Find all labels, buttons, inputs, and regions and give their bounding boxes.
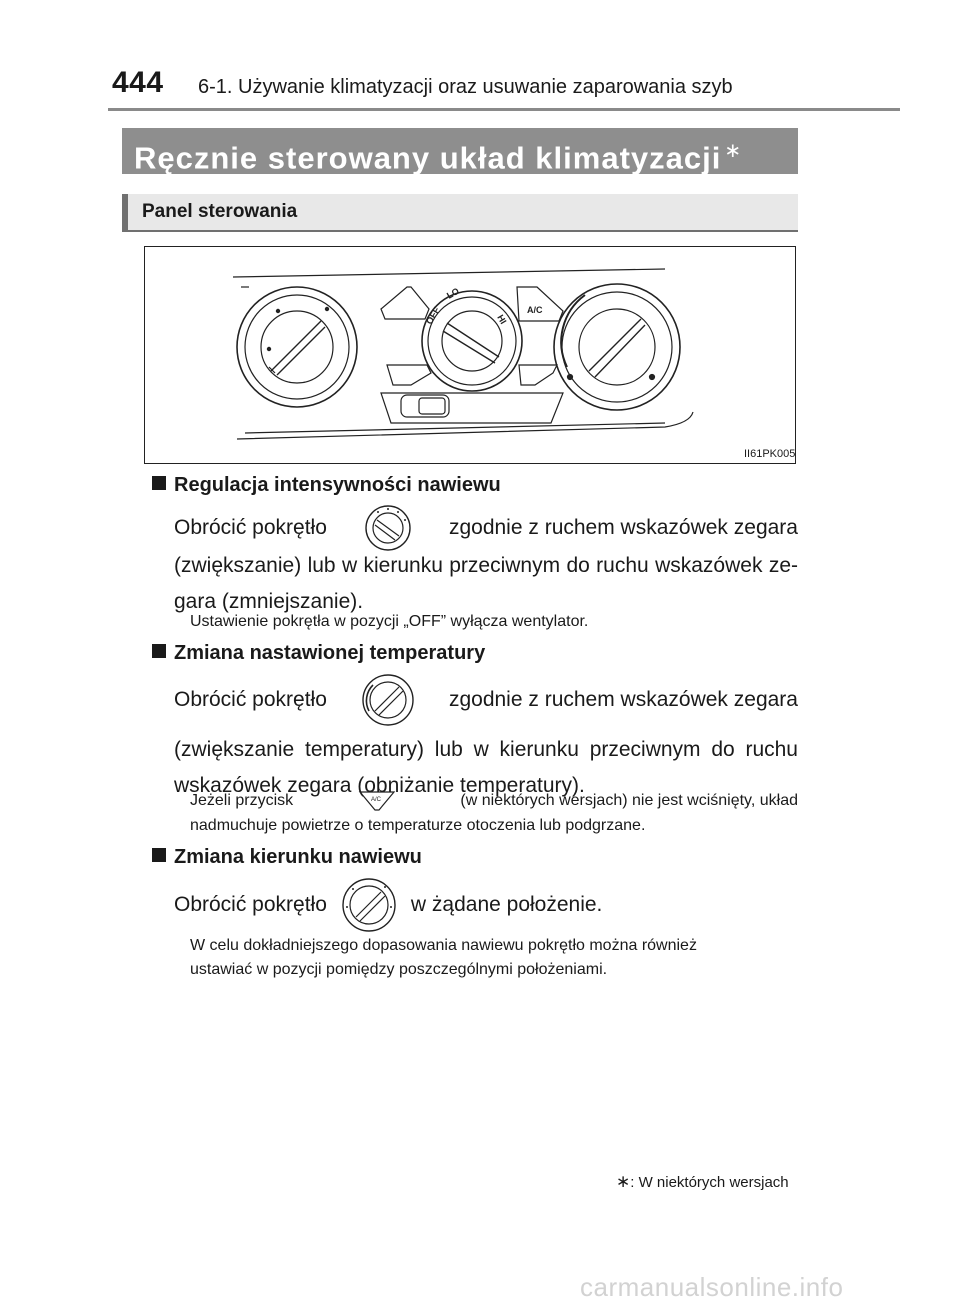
- mode-heading: [152, 846, 422, 869]
- mode-line1-after: w żądane położenie.: [410, 893, 603, 916]
- fan-note: Ustawienie pokrętła w pozycji „OFF” wyłącza wentylator.: [190, 613, 589, 630]
- temp-note-line2: nadmuchuje powietrze o temperaturze otoczenia lub podgrzane.: [190, 817, 646, 834]
- ac-icon-label: A/C: [370, 797, 381, 803]
- control-panel-drawing: [145, 247, 795, 463]
- chapter-title: 6-1. Używanie klimatyzacji oraz usuwanie zaparowania szyb: [198, 76, 733, 98]
- watermark: carmanualsonline.info: [580, 1272, 844, 1302]
- fan-line2: (zwiększanie) lub w kierunku przeciwnym do ruchu wskazówek ze-: [174, 554, 798, 577]
- mode-instructions: [174, 876, 602, 934]
- figure-code: II61PK005: [744, 448, 796, 460]
- fan-line3: gara (zmniejszanie).: [174, 590, 364, 613]
- page-number: 444: [112, 66, 164, 99]
- temp-line2: (zwiększanie temperatury) lub w kierunku przeciwnym do ruchu: [174, 738, 798, 761]
- bullet-square: [152, 644, 166, 658]
- section-asterisk: ∗: [724, 140, 743, 162]
- fan-line1-before: Obrócić pokrętło: [174, 516, 327, 539]
- control-panel-illustration: [144, 246, 796, 464]
- temp-line3: wskazówek zegara (obniżanie temperatury).: [174, 774, 585, 797]
- ac-button-label: A/C: [527, 305, 543, 315]
- temp-note-after: (w niektórych wersjach) nie jest wciśnięty, układ: [460, 792, 798, 809]
- mode-line1-before: Obrócić pokrętło: [174, 893, 327, 916]
- footnote-asterisk: ∗: [616, 1172, 631, 1191]
- fan-speed-knob-icon: [364, 504, 412, 552]
- subsection-title: Panel sterowania: [122, 194, 798, 232]
- fan-off-label: OFF: [424, 305, 442, 326]
- mode-note: [190, 934, 798, 982]
- ac-button-icon: [357, 789, 397, 813]
- temp-heading-text: Zmiana nastawionej temperatury: [174, 642, 486, 664]
- temperature-knob-icon: [361, 673, 415, 727]
- mode-heading-text: Zmiana kierunku nawiewu: [174, 846, 422, 868]
- temp-line1-before: Obrócić pokrętło: [174, 688, 327, 711]
- bullet-square: [152, 848, 166, 862]
- temp-instructions: [174, 674, 798, 804]
- temp-note-before: Jeżeli przycisk: [190, 792, 294, 809]
- air-mode-knob-icon: [341, 877, 397, 933]
- bullet-square: [152, 476, 166, 490]
- fan-instructions: [174, 508, 798, 620]
- fan-heading: [152, 474, 501, 497]
- header-divider: [108, 108, 900, 111]
- temp-line1-after: zgodnie z ruchem wskazówek zegara: [448, 688, 798, 711]
- section-title-bar: [122, 128, 798, 174]
- section-title: Ręcznie sterowany układ klimatyzacji: [134, 140, 722, 176]
- footnote: [616, 1172, 789, 1192]
- mode-note-line2: ustawiać w pozycji pomiędzy poszczególnymi położeniami.: [190, 961, 608, 978]
- temp-heading: [152, 642, 485, 665]
- fan-hi-label: HI: [495, 313, 509, 326]
- footnote-text: : W niektórych wersjach: [630, 1174, 789, 1191]
- fan-line1-after: zgodnie z ruchem wskazówek zegara: [448, 516, 798, 539]
- fan-heading-text: Regulacja intensywności nawiewu: [174, 474, 501, 496]
- mode-note-line1: W celu dokładniejszego dopasowania nawiewu pokrętło można również: [190, 937, 697, 954]
- fan-lo-label: LO: [445, 285, 461, 301]
- temp-note: [190, 788, 798, 838]
